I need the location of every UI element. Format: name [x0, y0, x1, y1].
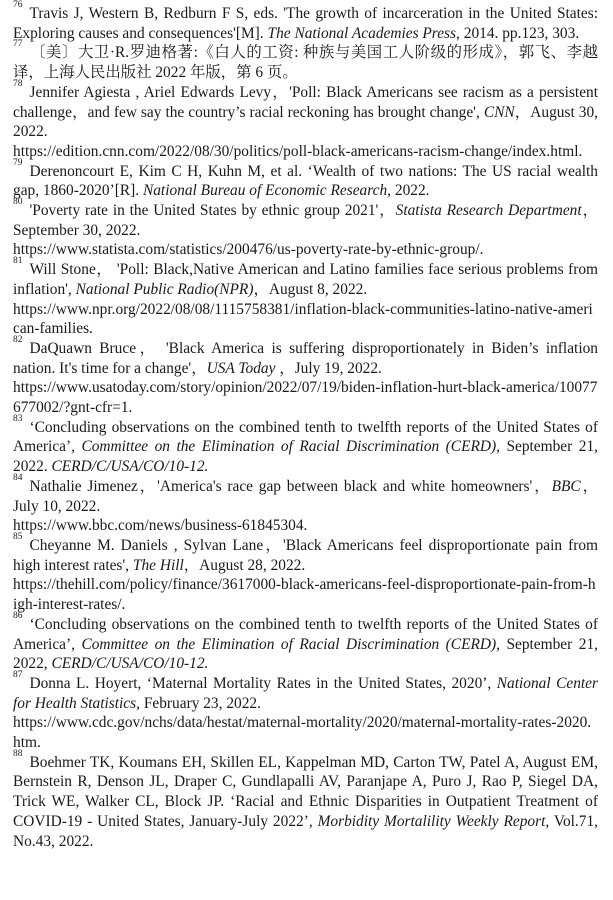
source-name: Statista Research Department	[395, 202, 582, 220]
url-text: https://edition.cnn.com/2022/08/30/politics/poll-black-americans-racism-change/index.html.	[13, 142, 583, 160]
url-text: https://www.npr.org/2022/08/08/1115758381/inflation-black-communities-latino-native-american-families.	[13, 300, 593, 338]
footnote-text: ，September 30, 2022.	[13, 202, 598, 239]
footnote-text: ‘Concluding observations on the combined tenth to twelfth reports of the United States of America’,	[13, 615, 598, 653]
source-name: USA Today	[206, 359, 276, 377]
footnote-number: 78	[13, 78, 23, 89]
footnote-text: , 2022.	[387, 182, 430, 200]
footnote-text: Vol.71, No.43, 2022.	[13, 812, 599, 850]
footnote-text: ‘Concluding observations on the combined tenth to twelfth reports of the United States of America’,	[13, 418, 598, 456]
footnote-number: 82	[13, 334, 23, 345]
footnote-77	[13, 39, 598, 82]
url-text: https://www.cdc.gov/nchs/data/hestat/maternal-mortality/2020/maternal-mortality-rates-2020.htm.	[13, 714, 592, 752]
footnote-78	[13, 78, 598, 162]
footnote-number: 83	[13, 413, 23, 424]
footnote-80	[13, 196, 598, 260]
footnote-text: ，July 10, 2022.	[13, 477, 598, 515]
source-name: National Public Radio(NPR)	[75, 280, 254, 298]
url-text: https://www.statista.com/statistics/200476/us-poverty-rate-by-ethnic-group/.	[13, 241, 484, 259]
footnote-text: Derenoncourt E, Kim C H, Kuhn M, et al. ‘Wealth of two nations: The US racial wealth gap, 1860-2020’[R].	[13, 162, 598, 200]
url-text: https://www.usatoday.com/story/opinion/2022/07/19/biden-inflation-hurt-black-america/10077677002/?gnt-cfr=1.	[13, 379, 598, 417]
footnote-text: Cheyanne M. Daniels , Sylvan Lane，'Black Americans feel disproportionate pain from high interest rates',	[13, 536, 598, 574]
footnote-number: 88	[13, 748, 23, 759]
footnote-text: 〔美〕大卫·R.罗迪格著:《白人的工资: 种族与美国工人阶级的形成》，郭飞、李越译，上海人民出版社 2022 年版，第 6 页。	[13, 44, 598, 82]
url-text: https://thehill.com/policy/finance/3617000-black-americans-feel-disproportionate-pain-from-high-interest-rates/.	[13, 576, 596, 614]
footnote-76	[13, 0, 598, 43]
source-name: BBC	[551, 477, 581, 495]
footnote-text: ，July 19, 2022.	[275, 359, 382, 377]
source-name: The Hill	[132, 556, 184, 574]
footnote-number: 85	[13, 531, 23, 542]
footnote-text: , 2014. pp.123, 303.	[456, 24, 580, 42]
source-name: Morbidity Mortalility Weekly Report,	[317, 812, 550, 830]
footnote-number: 76	[13, 0, 23, 10]
footnote-text: Boehmer TK, Koumans EH, Skillen EL, Kappelman MD, Carton TW, Patel A, August EM, Bernstein R, Denson JL, Draper C, Gundlapalli AV, Paranjape A, Puro J, Rao P, Siegel DA, Trick WE, Walker CL, Block JP. ‘Racial and Ethnic Disparities in Outpatient Treatment of COVID-19 - United States, January-July 2022’,	[13, 753, 598, 830]
footnote-87	[13, 669, 598, 753]
footnote-text: Jennifer Agiesta , Ariel Edwards Levy，'Poll: Black Americans see racism as a persistent challenge，and few say the country’s racial reckoning has brought change',	[13, 83, 598, 121]
source-name: CNN	[483, 103, 515, 121]
footnote-85	[13, 531, 598, 615]
footnote-text: Will Stone， 'Poll: Black,Native American and Latino families face serious problems from inflation',	[13, 261, 598, 298]
footnote-84	[13, 472, 598, 536]
footnote-text: Travis J, Western B, Redburn F S, eds. 'The growth of incarceration in the United States: Exploring causes and consequences'[M].	[13, 5, 598, 42]
document-code: CERD/C/USA/CO/10-12.	[51, 655, 209, 673]
footnote-number: 79	[13, 157, 23, 168]
footnote-82	[13, 334, 598, 418]
footnote-86	[13, 610, 598, 674]
footnote-text: Donna L. Hoyert, ‘Maternal Mortality Rates in the United States, 2020’,	[29, 674, 497, 692]
footnote-text: Nathalie Jimenez，'America's race gap between black and white homeowners'，	[29, 477, 552, 495]
source-name: National Center for Health Statistics,	[13, 674, 598, 712]
footnote-number: 77	[13, 39, 23, 50]
footnote-text: ，August 30, 2022.	[13, 103, 598, 141]
footnote-text: September 21, 2022.	[13, 438, 598, 476]
footnote-88	[13, 748, 599, 852]
footnote-text: ，August 8, 2022.	[253, 280, 368, 298]
footnote-83	[13, 413, 598, 477]
footnote-text: DaQuawn Bruce， 'Black America is suffering disproportionately in Biden’s inflation nation. It's time for a change'，	[13, 339, 598, 377]
footnote-number: 86	[13, 610, 23, 621]
source-name: National Bureau of Economic Research	[142, 182, 388, 200]
footnote-number: 84	[13, 472, 23, 483]
footnote-number: 87	[13, 669, 23, 680]
footnote-text: 'Poverty rate in the United States by ethnic group 2021'，	[29, 202, 396, 220]
footnote-number: 80	[13, 196, 23, 207]
footnote-number: 81	[13, 256, 23, 267]
footnote-81	[13, 256, 598, 339]
document-code: CERD/C/USA/CO/10-12.	[51, 458, 209, 476]
footnote-text: February 23, 2022.	[139, 694, 261, 712]
source-name: Committee on the Elimination of Racial Discrimination (CERD),	[81, 438, 500, 456]
footnote-79	[13, 157, 598, 201]
url-text: https://www.bbc.com/news/business-61845304.	[13, 517, 308, 535]
footnote-text: ，August 28, 2022.	[183, 556, 306, 574]
footnote-text: September 21, 2022,	[13, 635, 598, 673]
source-name: The National Academies Press	[267, 24, 457, 42]
source-name: Committee on the Elimination of Racial Discrimination (CERD),	[81, 635, 500, 653]
